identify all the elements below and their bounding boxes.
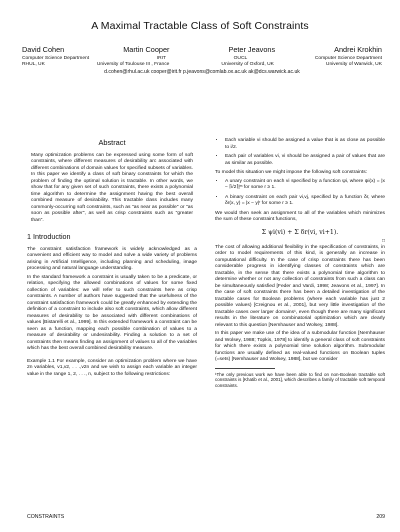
author-inst: RHUL, UK (22, 62, 45, 68)
example-paragraph: Example 1.1 For example, consider an optimization problem where we have 2n variables, v1,v2, . . .,v2n and we wish to assign each variable an integer value in the range 1, 2, . . ., n, subject to the following restrictions: (27, 358, 197, 377)
abstract-section (27, 140, 197, 224)
author-block (22, 46, 382, 76)
author-name: Peter Jeavons (228, 45, 276, 54)
list-item: • Each variable vi should be assigned a value that is as close as possible to i/2. (225, 138, 385, 151)
paragraph: In this paper we make use of the idea of a submodular function [Nemhauser and Wolsey, 1988; Topkis, 1978] to identify a general class of soft constraints for which there exists a polynomial time solution algorithm. Submodular functions are usually defined as real-valued functions on Boolean tuples (=sets) [Nemhauser and Wolsey, 1988], but we consider (215, 331, 385, 362)
list-item: • A binary constraint on each pair vi,vj, specified by a function δr, where δr(x, y) = |x − y|ʳ for some r ≥ 1. (225, 195, 385, 208)
page-number: 209 (376, 514, 385, 520)
section-heading: 1 Introduction (27, 232, 71, 241)
author-name: Andrei Krokhin (334, 45, 382, 54)
bullet-list (215, 138, 385, 167)
bullet-list (215, 179, 385, 208)
author-name: David Cohen (22, 45, 65, 54)
footer-section: CONSTRAINTS (27, 514, 65, 520)
paragraph: To model this situation we might impose the following soft constraints: (215, 170, 368, 175)
author-dept: Computer Science Department (22, 56, 90, 62)
author-dept: IRIT (156, 56, 167, 62)
footnote-divider (215, 368, 275, 369)
qed-symbol: □ (381, 238, 385, 244)
paper-title: A Maximal Tractable Class of Soft Constraints (91, 20, 309, 32)
author-dept: OUCL (233, 56, 248, 62)
page-footer (27, 514, 385, 520)
list-item: • A unary constraint on each vi specified by a function ψi, where ψi(x) = |x − ⌈i/2⌉|ᵐ for some r ≥ 1. (225, 179, 385, 192)
paragraph: We would then seek an assignment to all of the variables which minimizes the sum of these constraint functions, (215, 210, 385, 222)
paragraph: The constraint satisfaction framework is widely acknowledged as a convenient and efficient way to model and solve a wide variety of problems arising in Artificial Intelligence, including planning and scheduling, image processing and natural language understanding. (27, 246, 197, 271)
list-item: • Each pair of variables vi, vi should be assigned a pair of values that are as similar as possible. (225, 154, 385, 167)
paragraph: In the standard framework a constraint is usually taken to be a predicate, or relation, specifying the allowed combinations of values for some fixed collection of variables: we will refer to such constraints here as crisp constraints. A number of authors have suggested that the usefulness of the constraint satisfaction framework could be greatly enhanced by extending the definition of a constraint to include also soft constraints, which allow different measures of desirability to be associated with different combinations of values [Bistarelli et al., 1999]. In this extended framework a constraint can be seen as a function, mapping each possible combination of values to a measure of desirability or undesirability. Finding a solution to a set of constraints then means finding an assignment of values to all of the variables which has the best overall combined desirability measure. (27, 274, 197, 351)
abstract-heading: Abstract (98, 138, 126, 147)
author-name: Martin Cooper (123, 45, 170, 54)
author-inst: University of Oxford, UK (221, 62, 274, 68)
abstract-text: Many optimization problems can be expressed using some form of soft constraints, where different measures of desirability arc associated with different combinations of domain values for specified subsets of variables. In this paper we identify a class of soft binary constraints for which the problem of finding the optimal solution is tractable. In other words, we show that for any given set of such constraints, there exists a polynomial time algorithm to determine the assignment having the best overall combined measure of desirability. This tractable class includes many commonly-occurring soft constraints, such as "as near as possible" or "as soon as possible after", as well as crisp constraints such as "greater than". (31, 152, 193, 223)
author-inst: University of Toulouse III , France (96, 62, 170, 68)
author-emails: d.cohen@rhul.ac.uk cooper@irit.fr p.jeavons@comlab.ox.ac.uk ak@dcs.warwick.ac.uk (104, 69, 300, 76)
paragraph: The cost of allowing additional flexibility in the specification of constraints, in order to model requirements of this kind, is generally an increase in computational difficulty. In the case of crisp constraints there has been considerable progress in identifying classes of constraints which are tractable, in the sense that there exists a polynomial time algorithm to determine whether or not any collection of constraints from such a class can be simultaneously satisfied [Feder and Vardi, 1998; Jeavons et al., 1997]. In the case of soft constraints there has been a detailed investigation of the tractable cases for Boolean problems (where each variable has just 2 possible values) [Creignou et al., 2001], but very little investigation of the tractable cases over larger domains¹, even though there are many significant results in the literature on combinatorial optimization which are clearly relevant to this question [Nemhauser and Wolsey, 1988]. (215, 244, 385, 328)
author-institutions (22, 62, 382, 68)
objective-formula: Σ ψi(vi) + Σ δr(vi, vi+1). (261, 228, 339, 236)
author-names (22, 46, 382, 53)
right-column (215, 138, 385, 388)
author-dept: Computer Science Department (314, 56, 382, 62)
author-inst: University of Warwick, UK (325, 62, 382, 68)
footnote: ¹The only previous work we have been able to find on non-Boolean tractable soft constraints is [Khatib et al., 2001], which describes a family of tractable soft temporal constraints. (215, 371, 385, 388)
left-column (27, 140, 197, 380)
